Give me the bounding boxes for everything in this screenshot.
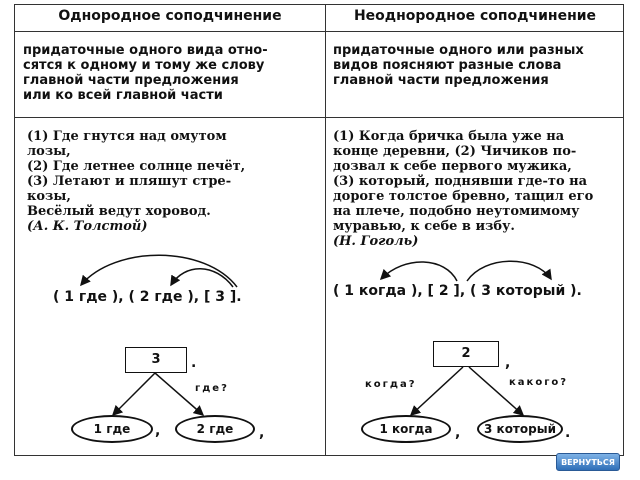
example-line: козы, xyxy=(27,189,71,204)
tree-right-arrow-2 xyxy=(469,367,523,415)
punct-child-1-left: , xyxy=(155,423,161,439)
definition-line: придаточные одного или разных xyxy=(333,43,584,58)
example-line: (1) Где гнутся над омутом xyxy=(27,129,227,144)
definition-line: придаточные одного вида отно- xyxy=(23,43,268,58)
example-line: Весёлый ведут хоровод. xyxy=(27,204,211,219)
main-clause-box-right: 2 xyxy=(433,341,499,367)
example-line: лозы, xyxy=(27,144,71,159)
punct-main-right: , xyxy=(505,355,511,371)
punct-child-2-right: . xyxy=(565,425,571,441)
header-heterogeneous: Неоднородное соподчинение xyxy=(353,8,597,24)
subclause-ellipse-1-right: 1 когда xyxy=(361,415,451,443)
example-line: конце деревни, (2) Чичиков по- xyxy=(333,144,577,159)
tree-right-arrow-1 xyxy=(411,367,463,415)
example-line: (3) который, поднявши где-то на xyxy=(333,174,588,189)
example-line: (3) Летают и пляшут стре- xyxy=(27,174,232,189)
arc-2-to-1 xyxy=(381,262,457,281)
header-homogeneous: Однородное соподчинение xyxy=(58,8,282,24)
punct-child-2-left: , xyxy=(259,425,265,441)
subclause-ellipse-2-right: 3 который xyxy=(477,415,563,443)
definition-line: главной части предложения xyxy=(333,73,549,88)
tree-left-arrow-1 xyxy=(113,373,155,415)
example-line: (2) Где летнее солнце печёт, xyxy=(27,159,246,174)
question-right-1: когда? xyxy=(365,379,417,390)
example-line: (1) Когда бричка была уже на xyxy=(333,129,565,144)
example-line: дороге толстое бревно, тащил его xyxy=(333,189,594,204)
subclause-ellipse-2-left: 2 где xyxy=(175,415,255,443)
arc-3-to-2 xyxy=(171,269,233,287)
back-button[interactable]: ВЕРНУТЬСЯ xyxy=(556,453,620,471)
definition-line: или ко всей главной части xyxy=(23,88,223,103)
example-line: на плече, подобно неутомимому xyxy=(333,204,580,219)
diagram-arrows xyxy=(15,5,625,457)
formula-homogeneous: ( 1 где ), ( 2 где ), [ 3 ]. xyxy=(53,289,242,305)
example-line: муравью, к себе в избу. xyxy=(333,219,515,234)
comparison-table xyxy=(14,4,624,456)
main-clause-box-left: 3 xyxy=(125,347,187,373)
subclause-ellipse-1-left: 1 где xyxy=(71,415,153,443)
example-line: дозвал к себе первого мужика, xyxy=(333,159,572,174)
punct-main-left: . xyxy=(191,355,197,371)
example-source: (Н. Гоголь) xyxy=(333,234,419,249)
arc-2-to-3 xyxy=(467,261,551,281)
definition-line: главной части предложения xyxy=(23,73,239,88)
tree-left-arrow-2 xyxy=(155,373,203,415)
punct-child-1-right: , xyxy=(455,425,461,441)
definition-line: видов поясняют разные слова xyxy=(333,58,562,73)
question-right-2: какого? xyxy=(509,377,569,388)
example-source: (А. К. Толстой) xyxy=(27,219,148,234)
definition-line: сятся к одному и тому же слову xyxy=(23,58,265,73)
formula-heterogeneous: ( 1 когда ), [ 2 ], ( 3 который ). xyxy=(333,283,582,299)
question-left: где? xyxy=(195,383,229,394)
